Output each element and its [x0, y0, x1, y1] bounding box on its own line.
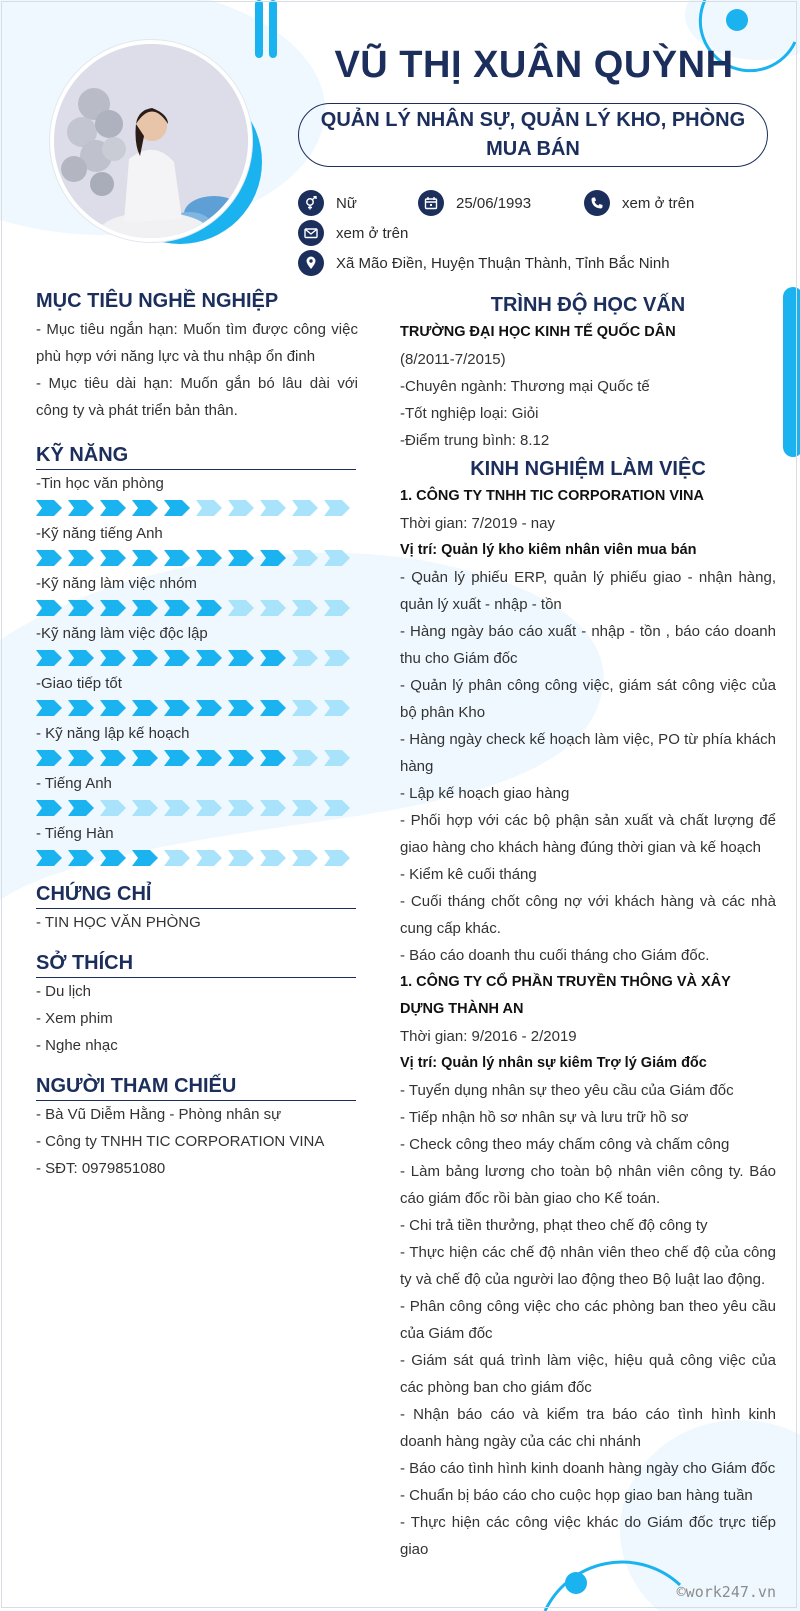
education-line: (8/2011-7/2015) — [400, 351, 506, 368]
skill-arrow-filled — [164, 550, 190, 566]
skill-arrow-filled — [132, 750, 158, 766]
skills-section — [36, 444, 358, 866]
skill-arrow-filled — [100, 650, 126, 666]
contact-birthday — [418, 190, 531, 216]
experience-section — [400, 458, 776, 1563]
job-duty: - Báo cáo tình hình kinh doanh hàng ngày cho Giám đốc — [400, 1460, 776, 1477]
skill-arrow-filled — [196, 650, 222, 666]
skill-name: -Tin học văn phòng — [36, 475, 164, 492]
contact-email — [298, 220, 408, 246]
skill-item — [36, 720, 358, 766]
skill-arrow-filled — [196, 550, 222, 566]
skill-arrow-empty — [292, 750, 318, 766]
skill-arrow-filled — [132, 700, 158, 716]
certificate-item: - TIN HỌC VĂN PHÒNG — [36, 914, 201, 931]
job-role: Vị trí: Quản lý kho kiêm nhân viên mua bán — [400, 542, 697, 558]
education-title: TRÌNH ĐỘ HỌC VẤN — [490, 294, 686, 316]
job-duty: - Tiếp nhận hồ sơ nhân sự và lưu trữ hồ sơ — [400, 1109, 689, 1126]
skill-arrow-filled — [260, 550, 286, 566]
hobbies-section — [36, 952, 358, 1059]
skill-item — [36, 820, 358, 866]
skill-arrow-filled — [36, 700, 62, 716]
contact-phone — [584, 190, 694, 216]
skill-arrow-empty — [292, 500, 318, 516]
left-column — [36, 290, 358, 1182]
objective-line: - Mục tiêu ngắn hạn: Muốn tìm được công việc phù hợp với năng lực và thu nhập ổn đinh — [36, 321, 358, 365]
skill-arrow-empty — [228, 600, 254, 616]
job-time: Thời gian: 9/2016 - 2/2019 — [400, 1028, 577, 1045]
skill-arrow-filled — [68, 800, 94, 816]
skill-arrow-filled — [260, 700, 286, 716]
skill-arrow-filled — [164, 500, 190, 516]
skill-arrow-filled — [228, 650, 254, 666]
skill-arrow-filled — [36, 750, 62, 766]
skill-item — [36, 770, 358, 816]
skill-arrow-empty — [292, 700, 318, 716]
skill-arrow-filled — [68, 850, 94, 866]
skill-arrow-filled — [196, 600, 222, 616]
skill-arrow-filled — [132, 650, 158, 666]
company-name: 1. CÔNG TY TNHH TIC CORPORATION VINA — [400, 488, 704, 504]
skill-name: - Tiếng Hàn — [36, 825, 114, 842]
skill-arrow-filled — [260, 750, 286, 766]
skill-arrow-empty — [292, 850, 318, 866]
hobby-item: - Xem phim — [36, 1010, 113, 1027]
job-duty: - Chi trả tiền thưởng, phạt theo chế độ công ty — [400, 1217, 708, 1234]
skill-name: -Kỹ năng làm việc nhóm — [36, 575, 197, 592]
hobby-item: - Nghe nhạc — [36, 1037, 118, 1054]
objective-section — [36, 290, 358, 424]
skill-arrow-filled — [100, 750, 126, 766]
skill-arrow-empty — [228, 800, 254, 816]
reference-item: - Công ty TNHH TIC CORPORATION VINA — [36, 1133, 325, 1150]
gender-value: Nữ — [336, 194, 357, 212]
job-duty: - Cuối tháng chốt công nợ với khách hàng và các nhà cung cấp khác. — [400, 893, 776, 937]
skill-arrow-empty — [196, 800, 222, 816]
skill-arrow-filled — [100, 700, 126, 716]
phone-value: xem ở trên — [622, 194, 695, 212]
skill-arrow-filled — [36, 800, 62, 816]
skill-level-bar — [36, 700, 358, 716]
right-column — [400, 294, 776, 1563]
contact-address — [298, 250, 670, 276]
reference-item: - SĐT: 0979851080 — [36, 1160, 166, 1177]
skill-name: - Tiếng Anh — [36, 775, 112, 792]
job-duty: - Nhận báo cáo và kiểm tra báo cáo tình hình kinh doanh hàng ngày của các chi nhánh — [400, 1406, 776, 1450]
job-time: Thời gian: 7/2019 - nay — [400, 515, 555, 532]
skill-item — [36, 470, 358, 516]
job-entry — [400, 483, 776, 969]
skill-item — [36, 520, 358, 566]
skill-arrow-filled — [164, 650, 190, 666]
skill-level-bar — [36, 500, 358, 516]
skill-arrow-empty — [324, 850, 350, 866]
skill-arrow-filled — [132, 550, 158, 566]
skill-arrow-empty — [260, 800, 286, 816]
skills-title: KỸ NĂNG — [36, 444, 129, 466]
skill-item — [36, 670, 358, 716]
skill-arrow-empty — [196, 500, 222, 516]
job-duty: - Quản lý phiếu ERP, quản lý phiếu giao - nhận hàng, quản lý xuất - nhập - tồn — [400, 569, 776, 613]
job-duty: - Hàng ngày báo cáo xuất - nhập - tồn , báo cáo doanh thu cho Giám đốc — [400, 623, 776, 667]
skill-arrow-filled — [260, 650, 286, 666]
school-name: TRƯỜNG ĐẠI HỌC KINH TẾ QUỐC DÂN — [400, 324, 676, 340]
job-duty: - Kiểm kê cuối tháng — [400, 866, 537, 883]
skill-arrow-filled — [132, 600, 158, 616]
skill-arrow-filled — [164, 750, 190, 766]
references-section — [36, 1075, 358, 1182]
certificates-title: CHỨNG CHỈ — [36, 883, 152, 905]
skill-arrow-empty — [228, 500, 254, 516]
skill-name: -Kỹ năng làm việc độc lập — [36, 625, 208, 642]
skill-arrow-filled — [36, 500, 62, 516]
skill-item — [36, 620, 358, 666]
phone-icon — [584, 190, 610, 216]
skill-arrow-filled — [132, 850, 158, 866]
job-duty: - Phân công công việc cho các phòng ban theo yêu cầu của Giám đốc — [400, 1298, 776, 1342]
skill-arrow-filled — [68, 750, 94, 766]
position-text: QUẢN LÝ NHÂN SỰ, QUẢN LÝ KHO, PHÒNG MUA BÁN — [320, 109, 746, 160]
certificates-section — [36, 883, 358, 936]
candidate-position — [298, 103, 768, 167]
skill-arrow-filled — [68, 550, 94, 566]
job-duty: - Chuẩn bị báo cáo cho cuộc họp giao ban hàng tuần — [400, 1487, 753, 1504]
job-role: Vị trí: Quản lý nhân sự kiêm Trợ lý Giám đốc — [400, 1055, 707, 1071]
skill-arrow-empty — [324, 600, 350, 616]
skill-arrow-filled — [100, 550, 126, 566]
skill-arrow-filled — [68, 700, 94, 716]
skill-arrow-empty — [292, 600, 318, 616]
objective-line: - Mục tiêu dài hạn: Muốn gắn bó lâu dài với công ty và phát triển bản thân. — [36, 375, 358, 419]
calendar-icon — [418, 190, 444, 216]
job-duty: - Tuyển dụng nhân sự theo yêu cầu của Giám đốc — [400, 1082, 734, 1099]
skill-arrow-empty — [260, 500, 286, 516]
skill-arrow-filled — [68, 600, 94, 616]
skill-arrow-filled — [36, 550, 62, 566]
skill-arrow-empty — [324, 650, 350, 666]
job-duty: - Thực hiện các công việc khác do Giám đốc trực tiếp giao — [400, 1514, 776, 1558]
education-line: -Chuyên ngành: Thương mại Quốc tế — [400, 378, 650, 395]
candidate-name: VŨ THỊ XUÂN QUỲNH — [334, 44, 734, 86]
address-value: Xã Mão Điền, Huyện Thuận Thành, Tỉnh Bắc Ninh — [336, 254, 670, 272]
skill-arrow-empty — [292, 550, 318, 566]
skills-list — [36, 470, 358, 866]
skill-level-bar — [36, 600, 358, 616]
skill-arrow-empty — [196, 850, 222, 866]
skill-arrow-empty — [324, 800, 350, 816]
skill-level-bar — [36, 800, 358, 816]
watermark: ©work247.vn — [676, 1583, 776, 1601]
job-duty: - Làm bảng lương cho toàn bộ nhân viên công ty. Báo cáo giám đốc rồi bàn giao cho Kế toán. — [400, 1163, 776, 1207]
skill-arrow-empty — [100, 800, 126, 816]
skill-name: -Giao tiếp tốt — [36, 675, 122, 692]
contact-gender — [298, 190, 357, 216]
skill-arrow-filled — [164, 600, 190, 616]
jobs-list — [400, 483, 776, 1563]
job-duty: - Check công theo máy chấm công và chấm công — [400, 1136, 730, 1153]
skill-name: - Kỹ năng lập kế hoạch — [36, 725, 190, 742]
skill-arrow-empty — [292, 650, 318, 666]
skill-arrow-empty — [164, 850, 190, 866]
objective-title: MỤC TIÊU NGHỀ NGHIỆP — [36, 290, 279, 312]
references-title: NGƯỜI THAM CHIẾU — [36, 1075, 237, 1097]
skill-arrow-filled — [100, 850, 126, 866]
skill-arrow-filled — [228, 550, 254, 566]
skill-arrow-empty — [132, 800, 158, 816]
skill-arrow-filled — [36, 650, 62, 666]
skill-level-bar — [36, 650, 358, 666]
job-duty: - Lập kế hoạch giao hàng — [400, 785, 570, 802]
skill-arrow-empty — [228, 850, 254, 866]
skill-arrow-filled — [132, 500, 158, 516]
skill-arrow-empty — [164, 800, 190, 816]
hobby-item: - Du lịch — [36, 983, 92, 1000]
skill-arrow-empty — [260, 600, 286, 616]
reference-item: - Bà Vũ Diễm Hằng - Phòng nhân sự — [36, 1106, 282, 1123]
job-duty: - Báo cáo doanh thu cuối tháng cho Giám đốc. — [400, 947, 710, 964]
skill-arrow-filled — [36, 600, 62, 616]
job-duty: - Phối hợp với các bộ phận sản xuất và chất lượng để giao hàng cho khách hàng đúng thời gian và kế hoạch — [400, 812, 776, 856]
company-name: 1. CÔNG TY CỔ PHẦN TRUYỀN THÔNG VÀ XÂY DỰNG THÀNH AN — [400, 974, 731, 1017]
skill-arrow-filled — [68, 650, 94, 666]
skill-arrow-filled — [196, 750, 222, 766]
birthday-value: 25/06/1993 — [456, 194, 532, 212]
skill-arrow-filled — [36, 850, 62, 866]
email-value: xem ở trên — [336, 224, 409, 242]
gender-icon — [298, 190, 324, 216]
education-section — [400, 294, 776, 454]
skill-arrow-empty — [324, 750, 350, 766]
location-pin-icon — [298, 250, 324, 276]
skill-level-bar — [36, 550, 358, 566]
skill-arrow-filled — [196, 700, 222, 716]
hobbies-title: SỞ THÍCH — [36, 952, 134, 974]
skill-arrow-empty — [292, 800, 318, 816]
skill-arrow-filled — [100, 500, 126, 516]
skill-arrow-empty — [324, 550, 350, 566]
education-line: -Điểm trung bình: 8.12 — [400, 432, 550, 449]
skill-arrow-filled — [164, 700, 190, 716]
skill-arrow-empty — [324, 500, 350, 516]
skill-arrow-filled — [228, 700, 254, 716]
job-duty: - Thực hiện các chế độ nhân viên theo chế độ của công ty và chế độ của người lao động theo Bộ luật lao động. — [400, 1244, 776, 1288]
email-icon — [298, 220, 324, 246]
skill-arrow-filled — [68, 500, 94, 516]
experience-title: KINH NGHIỆM LÀM VIỆC — [470, 458, 706, 480]
education-line: -Tốt nghiệp loại: Giỏi — [400, 405, 539, 422]
skill-arrow-filled — [228, 750, 254, 766]
skill-arrow-filled — [100, 600, 126, 616]
skill-level-bar — [36, 750, 358, 766]
skill-item — [36, 570, 358, 616]
avatar — [50, 40, 252, 242]
skill-name: -Kỹ năng tiếng Anh — [36, 525, 163, 542]
skill-arrow-empty — [260, 850, 286, 866]
job-duty: - Quản lý phân công công việc, giám sát công việc của bộ phân Kho — [400, 677, 776, 721]
job-duty: - Hàng ngày check kế hoạch làm việc, PO từ phía khách hàng — [400, 731, 776, 775]
skill-arrow-empty — [324, 700, 350, 716]
job-duty: - Giám sát quá trình làm việc, hiệu quả công việc của các phòng ban cho giám đốc — [400, 1352, 776, 1396]
job-entry — [400, 969, 776, 1563]
skill-level-bar — [36, 850, 358, 866]
